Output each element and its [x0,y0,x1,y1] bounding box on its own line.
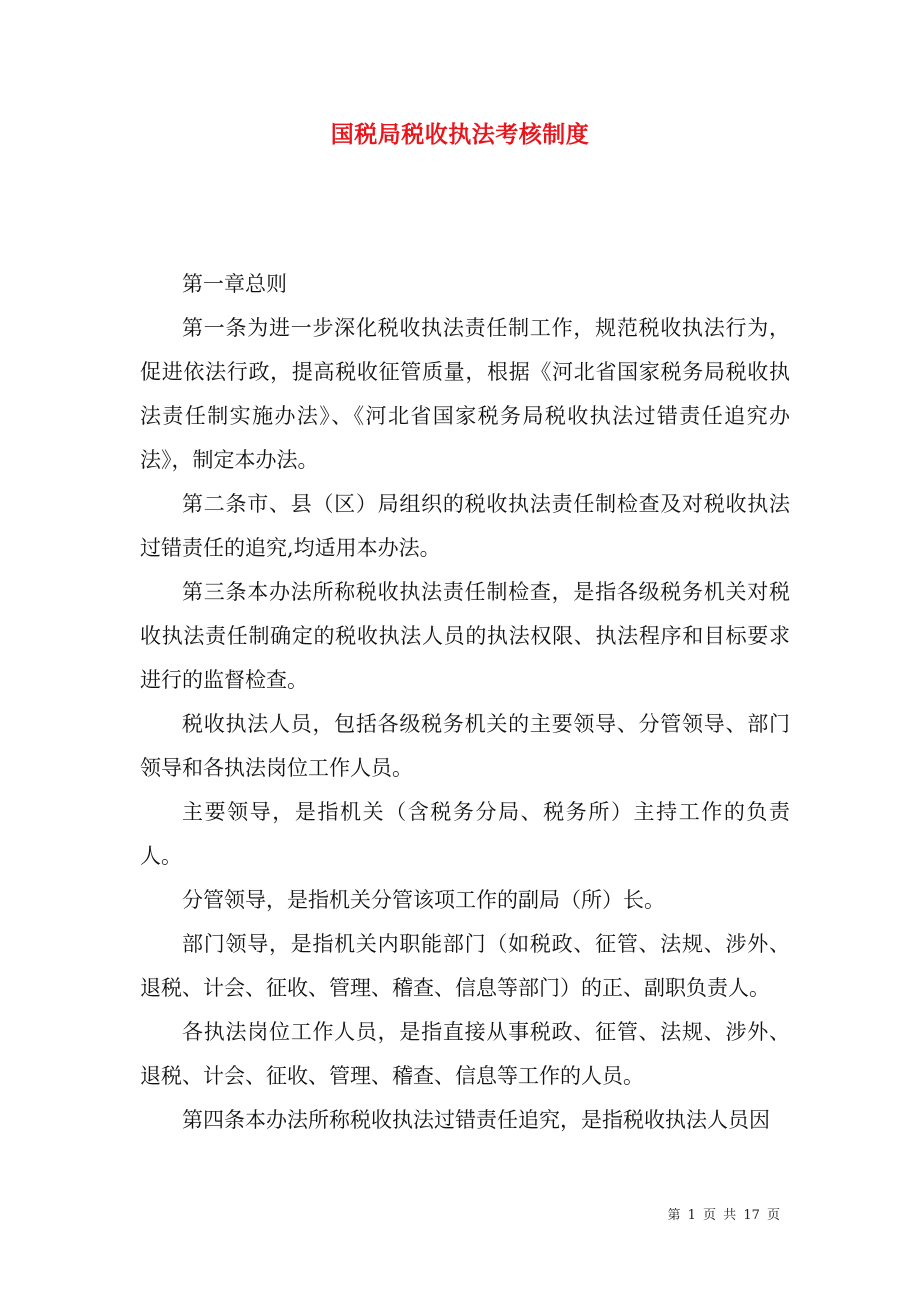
paragraph-article-1: 第一条为进一步深化税收执法责任制工作，规范税收执法行为，促进依法行政，提高税收征管质量，根据《河北省国家税务局税收执法责任制实施办法》、《河北省国家税务局税收执法过错责任追究办法》，制定本办法。 [140,316,790,472]
page-number-footer: 第 1 页 共 17 页 [667,1208,780,1223]
document-body [140,262,790,1142]
paragraph-article-3: 第三条本办法所称税收执法责任制检查，是指各级税务机关对税收执法责任制确定的税收执法人员的执法权限、执法程序和目标要求进行的监督检查。 [140,580,790,692]
paragraph-department-leaders: 部门领导，是指机关内职能部门（如税政、征管、法规、涉外、退税、计会、征收、管理、稽查、信息等部门）的正、副职负责人。 [140,932,790,1000]
paragraph-deputy-leaders: 分管领导，是指机关分管该项工作的副局（所）长。 [182,888,665,912]
paragraph-article-2: 第二条市、县（区）局组织的税收执法责任制检查及对税收执法过错责任的追究,均适用本办法。 [140,492,790,560]
document-title: 国税局税收执法考核制度 [330,122,590,148]
paragraph-post-staff: 各执法岗位工作人员，是指直接从事税政、征管、法规、涉外、退税、计会、征收、管理、稽查、信息等工作的人员。 [140,1020,790,1088]
paragraph-main-leaders: 主要领导，是指机关（含税务分局、税务所）主持工作的负责人。 [140,800,790,868]
paragraph-chapter-heading: 第一章总则 [182,272,287,296]
paragraph-enforcement-personnel: 税收执法人员，包括各级税务机关的主要领导、分管领导、部门领导和各执法岗位工作人员。 [140,712,790,780]
paragraph-article-4: 第四条本办法所称税收执法过错责任追究，是指税收执法人员因 [182,1108,770,1132]
